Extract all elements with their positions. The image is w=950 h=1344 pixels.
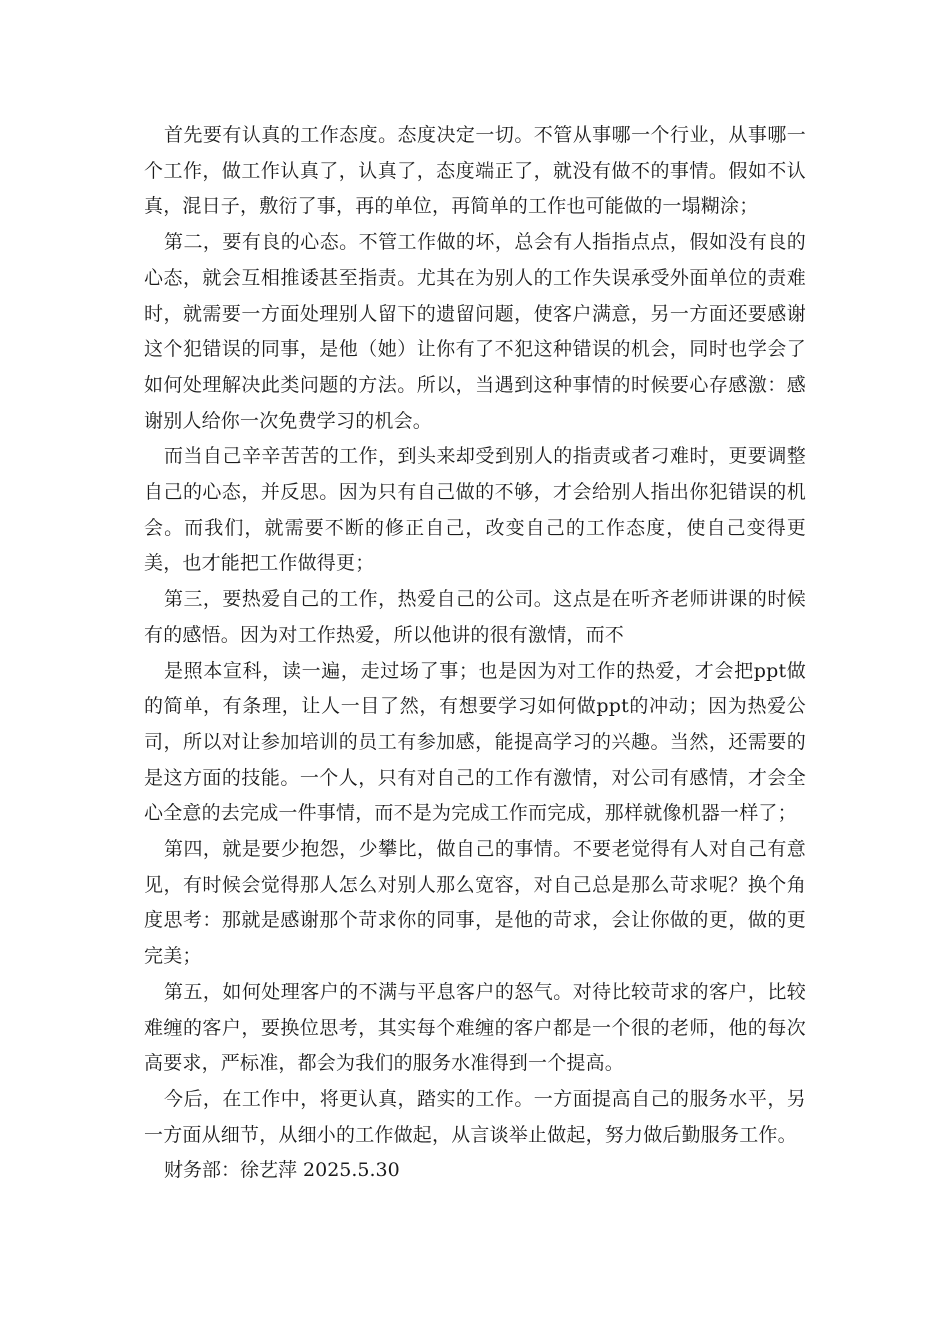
paragraph-good-mindset: 第二，要有良的心态。不管工作做的坏，总会有人指指点点，假如没有良的心态，就会互相推诿甚至指责。尤其在为别人的工作失误承受外面单位的责难时，就需要一方面处理别人留下的遗留问题，使客户满意，另一方面还要感谢这个犯错误的同事，是他（她）让你有了不犯这种错误的机会，同时也学会了如何处理解决此类问题的方法。所以，当遇到这种事情的时候要心存感激：感谢别人给你一次免费学习的机会。 [144, 231, 806, 432]
paragraph-love-work-continued: 是照本宣科，读一遍，走过场了事；也是因为对工作的热爱，才会把ppt做的简单，有条理，让人一目了然，有想要学习如何做ppt的冲动；因为热爱公司，所以对让参加培训的员工有参加感，能提高学习的兴趣。当然，还需要的是这方面的技能。一个人，只有对自己的工作有激情，对公司有感情，才会全心全意的去完成一件事情，而不是为完成工作而完成，那样就像机器一样了； [144, 659, 806, 825]
paragraph-less-complaining: 第四，就是要少抱怨，少攀比，做自己的事情。不要老觉得有人对自己有意见，有时候会觉得那人怎么对别人那么宽容，对自己总是那么苛求呢？换个角度思考：那就是感谢那个苛求你的同事，是他的苛求，会让你做的更，做的更完美； [144, 838, 806, 968]
signature-line: 财务部：徐艺萍 2025.5.30 [164, 1159, 400, 1182]
paragraph-self-reflection: 而当自己辛辛苦苦的工作，到头来却受到别人的指责或者刁难时，更要调整自己的心态，并反思。因为只有自己做的不够，才会给别人指出你犯错误的机会。而我们，就需要不断的修正自己，改变自己的工作态度，使自己变得更美，也才能把工作做得更； [144, 445, 806, 575]
document-body [144, 118, 806, 1189]
paragraph-future-plans: 今后，在工作中，将更认真，踏实的工作。一方面提高自己的服务水平，另一方面从细节，从细小的工作做起，从言谈举止做起，努力做后勤服务工作。 [144, 1087, 806, 1146]
paragraph-handle-customers: 第五，如何处理客户的不满与平息客户的怒气。对待比较苛求的客户，比较难缠的客户，要换位思考，其实每个难缠的客户都是一个很的老师，他的每次高要求，严标准，都会为我们的服务水准得到一个提高。 [144, 980, 806, 1075]
paragraph-work-attitude: 首先要有认真的工作态度。态度决定一切。不管从事哪一个行业，从事哪一个工作，做工作认真了，认真了，态度端正了，就没有做不的事情。假如不认真，混日子，敷衍了事，再的单位，再简单的工作也可能做的一塌糊涂； [144, 124, 806, 218]
paragraph-love-work: 第三，要热爱自己的工作，热爱自己的公司。这点是在听齐老师讲课的时候有的感悟。因为对工作热爱，所以他讲的很有激情，而不 [144, 588, 806, 646]
